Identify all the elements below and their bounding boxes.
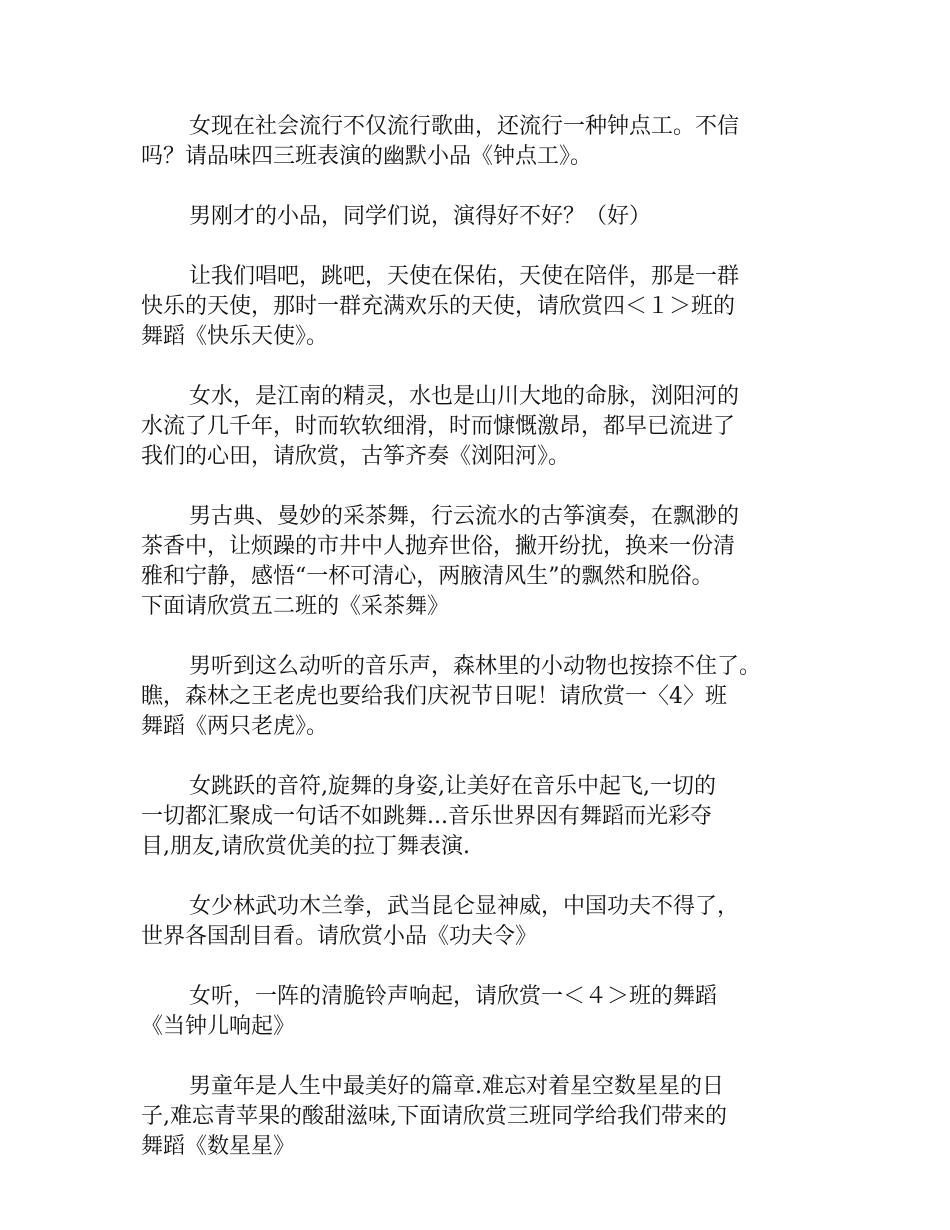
- paragraph-1: 女现在社会流行不仅流行歌曲，还流行一种钟点工。不信 吗？请品味四三班表演的幽默小品《钟点工》。: [141, 114, 740, 169]
- paragraph-5: 男古典、曼妙的采茶舞，行云流水的古筝演奏，在飘渺的 茶香中，让烦躁的市井中人抛弃世俗，撇开纷扰，换来一份清 雅和宁静，感悟“一杯可清心，两腋清风生”的飘然和脱俗。 下面请欣赏五二班的《采茶舞》: [141, 504, 740, 619]
- paragraph-8: 女少林武功木兰拳，武当昆仑显神威，中国功夫不得了， 世界各国刮目看。请欣赏小品《功夫令》: [141, 894, 740, 949]
- paragraph-2: 男刚才的小品，同学们说，演得好不好？（好）: [189, 204, 652, 229]
- paragraph-10: 男童年是人生中最美好的篇章.难忘对着星空数星星的日 子,难忘青苹果的酸甜滋味,下面请欣赏三班同学给我们带来的 舞蹈《数星星》: [141, 1074, 727, 1159]
- paragraph-9: 女听，一阵的清脆铃声响起，请欣赏一＜４＞班的舞蹈 《当钟儿响起》: [141, 984, 718, 1039]
- paragraph-6: 男听到这么动听的音乐声，森林里的小动物也按捺不住了。 瞧，森林之王老虎也要给我们庆祝节日呢！请欣赏一〈4〉班 舞蹈《两只老虎》。: [141, 654, 762, 739]
- document-body: [141, 112, 821, 1192]
- paragraph-7: 女跳跃的音符,旋舞的身姿,让美好在音乐中起飞,一切的 一切都汇聚成一句话不如跳舞...音乐世界因有舞蹈而光彩夺 目,朋友,请欣赏优美的拉丁舞表演.: [141, 774, 716, 859]
- paragraph-4: 女水，是江南的精灵，水也是山川大地的命脉，浏阳河的 水流了几千年，时而软软细滑，时而慷慨激昂，都早已流进了 我们的心田，请欣赏，古筝齐奏《浏阳河》。: [141, 384, 740, 469]
- paragraph-3: 让我们唱吧，跳吧，天使在保佑，天使在陪伴，那是一群 快乐的天使，那时一群充满欢乐的天使，请欣赏四＜１＞班的 舞蹈《快乐天使》。: [141, 264, 740, 349]
